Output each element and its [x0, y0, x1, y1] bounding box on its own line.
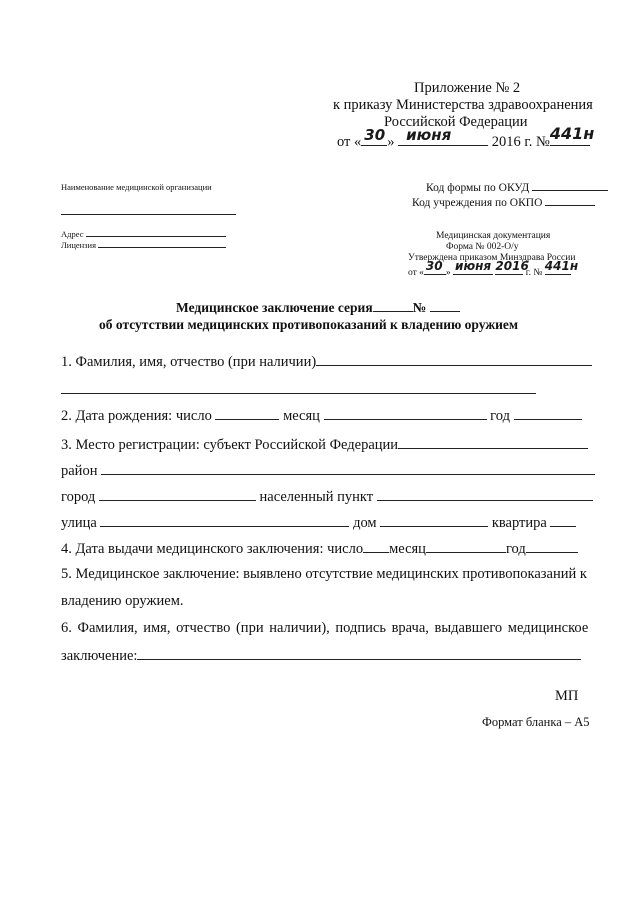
field-street: улица дом квартира: [61, 514, 576, 532]
order-date-month: июня: [406, 126, 452, 144]
field-city: город населенный пункт: [61, 488, 593, 506]
order-date-prefix: от «: [337, 134, 362, 150]
district-input[interactable]: [101, 462, 595, 475]
address-label: Адрес: [61, 228, 226, 240]
street-input[interactable]: [100, 514, 349, 527]
okud-code: Код формы по ОКУД: [426, 181, 608, 195]
apartment-input[interactable]: [550, 514, 576, 527]
medical-doc-label: Медицинская документация: [436, 231, 551, 241]
field-registration: 3. Место регистрации: субъект Российской Федерации: [61, 436, 588, 454]
field-full-name: 1. Фамилия, имя, отчество (при наличии): [61, 353, 592, 371]
blank-format: Формат бланка – А5: [482, 715, 590, 729]
order-reference: к приказу Министерства здравоохранения: [333, 97, 593, 113]
birth-year-input[interactable]: [514, 407, 582, 420]
house-input[interactable]: [380, 514, 488, 527]
field-doctor-cont: заключение:: [61, 647, 581, 665]
form-number: Форма № 002-О/у: [446, 242, 519, 252]
okpo-code: Код учреждения по ОКПО: [412, 196, 595, 210]
order-date-day: 30: [364, 126, 386, 144]
settlement-input[interactable]: [377, 488, 593, 501]
org-name-line[interactable]: [61, 214, 236, 215]
stamp-place: МП: [555, 688, 579, 704]
full-name-input-2[interactable]: [61, 393, 536, 394]
order-date-line: [337, 124, 595, 151]
region-input[interactable]: [398, 436, 588, 449]
approval-date-day: 30: [425, 259, 443, 273]
appendix-title: Приложение № 2: [414, 80, 521, 96]
doctor-signature-input[interactable]: [137, 647, 581, 660]
field-conclusion-cont: владению оружием.: [61, 593, 184, 609]
field-district: район: [61, 462, 595, 480]
approval-date-line: от « 30 » июня 2016 г. № 441н: [408, 259, 579, 278]
field-conclusion: 5. Медицинское заключение: выявлено отсутствие медицинских противопоказаний к: [61, 566, 587, 582]
org-name-label: Наименование медицинской организации: [61, 182, 212, 192]
field-birth-date: 2. Дата рождения: число месяц год: [61, 407, 582, 425]
order-date-mid: »: [387, 134, 395, 150]
birth-month-input[interactable]: [324, 407, 487, 420]
approval-number: 441н: [544, 259, 579, 273]
license-label: Лицензия: [61, 239, 226, 251]
approval-date-year: 2016: [495, 259, 529, 273]
birth-day-input[interactable]: [215, 407, 279, 420]
order-date-year: 2016 г. №: [491, 134, 550, 150]
document-title: Медицинское заключение серия №: [176, 299, 460, 316]
order-number: 441н: [549, 124, 595, 143]
approved-by: Утверждена приказом Минздрава России: [408, 253, 576, 263]
document-subtitle: об отсутствии медицинских противопоказаний к владению оружием: [99, 317, 519, 332]
approval-date-month: июня: [455, 259, 492, 273]
federation-line: Российской Федерации: [384, 114, 528, 130]
full-name-input[interactable]: [316, 353, 592, 366]
issue-month-input[interactable]: [426, 540, 506, 553]
city-input[interactable]: [99, 488, 256, 501]
issue-year-input[interactable]: [526, 540, 578, 553]
issue-day-input[interactable]: [363, 540, 389, 553]
field-issue-date: 4. Дата выдачи медицинского заключения: число месяц год: [61, 540, 578, 558]
field-doctor: 6. Фамилия, имя, отчество (при наличии), подпись врача, выдавшего медицинское: [61, 620, 589, 636]
